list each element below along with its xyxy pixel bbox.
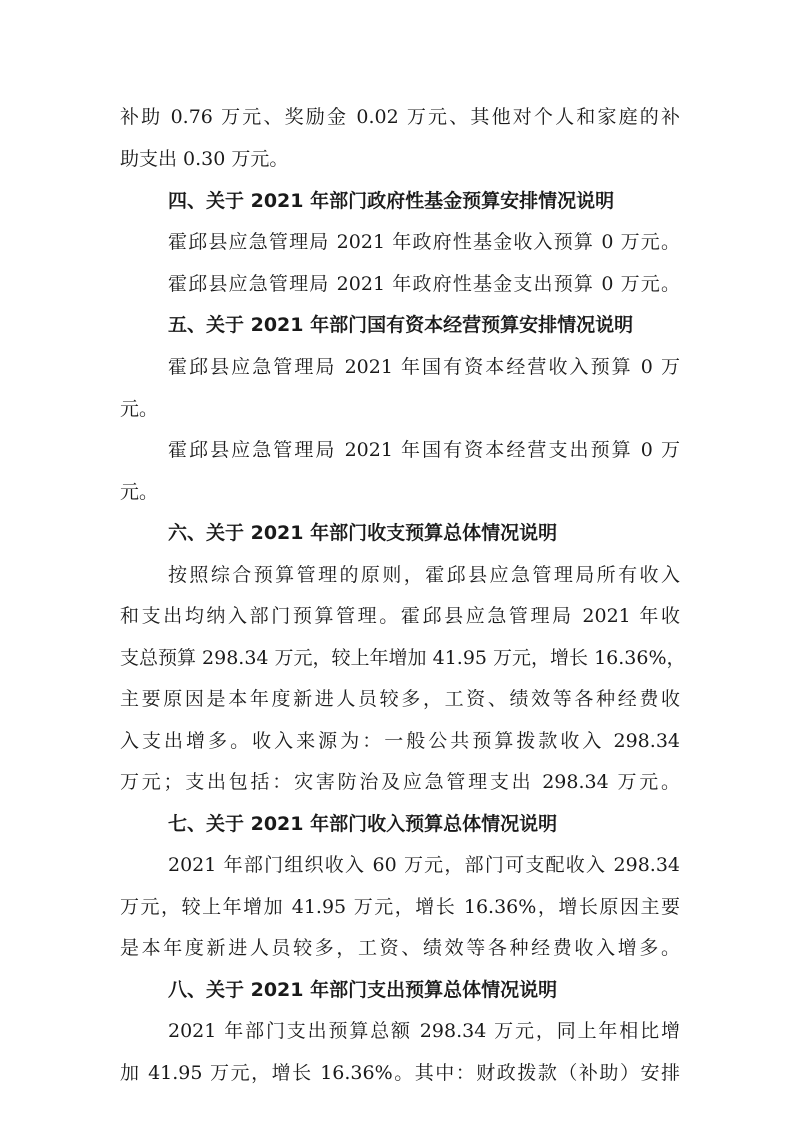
paragraph-line: 入支出增多。收入来源为：一般公共预算拨款收入 298.34	[120, 730, 680, 752]
section-heading-6: 六、关于 2021 年部门收支预算总体情况说明	[168, 522, 558, 544]
section-heading-5: 五、关于 2021 年部门国有资本经营预算安排情况说明	[168, 314, 634, 336]
paragraph-line: 万元；支出包括：灾害防治及应急管理支出 298.34 万元。	[120, 771, 680, 793]
paragraph-line: 加 41.95 万元，增长 16.36%。其中：财政拨款（补助）安排	[120, 1062, 680, 1084]
paragraph-line: 霍邱县应急管理局 2021 年政府性基金收入预算 0 万元。	[168, 231, 680, 253]
paragraph-line: 万元，较上年增加 41.95 万元，增长 16.36%，增长原因主要	[120, 896, 680, 918]
paragraph-line: 助支出 0.30 万元。	[120, 148, 289, 170]
paragraph-line: 霍邱县应急管理局 2021 年国有资本经营收入预算 0 万	[168, 356, 680, 378]
paragraph-line: 和支出均纳入部门预算管理。霍邱县应急管理局 2021 年收	[120, 605, 680, 627]
section-heading-7: 七、关于 2021 年部门收入预算总体情况说明	[168, 813, 558, 835]
paragraph-line: 2021 年部门组织收入 60 万元，部门可支配收入 298.34	[168, 854, 680, 876]
paragraph-line: 霍邱县应急管理局 2021 年国有资本经营支出预算 0 万	[168, 439, 680, 461]
paragraph-line: 霍邱县应急管理局 2021 年政府性基金支出预算 0 万元。	[168, 273, 680, 295]
paragraph-line: 元。	[120, 481, 159, 503]
paragraph-line: 主要原因是本年度新进人员较多，工资、绩效等各种经费收	[120, 688, 680, 710]
paragraph-line: 按照综合预算管理的原则，霍邱县应急管理局所有收入	[168, 564, 680, 586]
section-heading-8: 八、关于 2021 年部门支出预算总体情况说明	[168, 979, 558, 1001]
paragraph-line: 是本年度新进人员较多，工资、绩效等各种经费收入增多。	[120, 937, 680, 959]
paragraph-line: 支总预算 298.34 万元，较上年增加 41.95 万元，增长 16.36%，	[120, 647, 686, 669]
paragraph-line: 补助 0.76 万元、奖励金 0.02 万元、其他对个人和家庭的补	[120, 106, 680, 128]
section-heading-4: 四、关于 2021 年部门政府性基金预算安排情况说明	[168, 190, 615, 212]
paragraph-line: 元。	[120, 398, 159, 420]
paragraph-line: 2021 年部门支出预算总额 298.34 万元，同上年相比增	[168, 1020, 680, 1042]
